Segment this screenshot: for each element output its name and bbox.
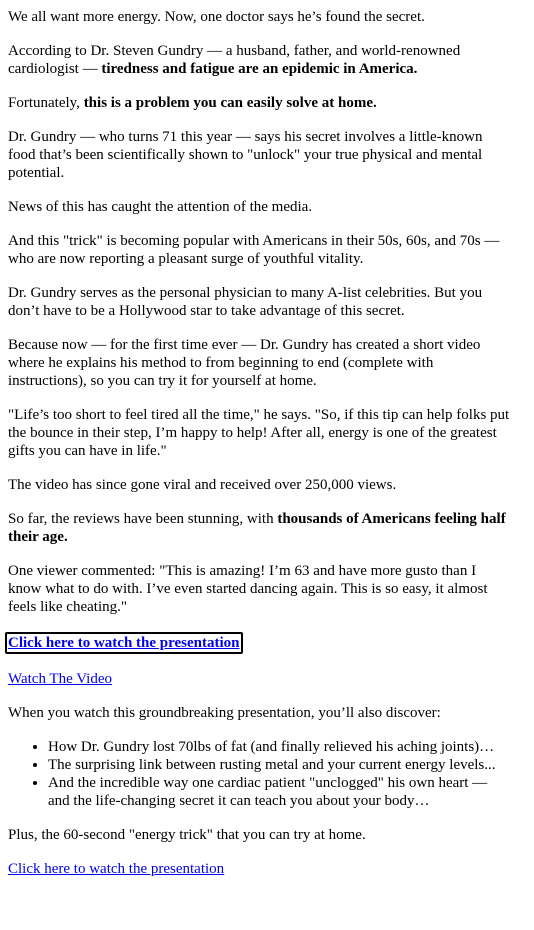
cta-link-2-wrapper	[8, 860, 510, 878]
viewer-comment-paragraph: One viewer commented: "This is amazing! I’m 63 and have more gusto than I know what to do with. I’ve even started dancing again. This is so easy, it almost feels like cheating."	[8, 563, 488, 615]
fatigue-epidemic-emphasis: tiredness and fatigue are an epidemic in America.	[101, 61, 418, 77]
trick-popularity-paragraph: And this "trick" is becoming popular with Americans in their 50s, 60s, and 70s — who are now reporting a pleasant surge of youthful vitality.	[8, 233, 500, 267]
gundry-intro-text: According to Dr. Steven Gundry — a husband, father, and world-renowned cardiologist —	[8, 43, 461, 77]
gundry-intro-paragraph	[8, 42, 510, 78]
secret-food-paragraph: Dr. Gundry — who turns 71 this year — says his secret involves a little-known food that’s been scientifically shown to "unlock" your true physical and mental potential.	[8, 129, 483, 181]
discover-intro-paragraph: When you watch this groundbreaking presentation, you’ll also discover:	[8, 705, 441, 721]
viral-views-paragraph: The video has since gone viral and received over 250,000 views.	[8, 477, 397, 493]
list-item: • The surprising link between rusting metal and your current energy levels...	[48, 756, 510, 774]
watch-presentation-link-secondary[interactable]: Click here to watch the presentation	[8, 861, 225, 877]
watch-video-link-wrapper	[8, 670, 510, 688]
energy-trick-paragraph: Plus, the 60-second "energy trick" that you can try at home.	[8, 827, 366, 843]
video-method-paragraph: Because now — for the first time ever — Dr. Gundry has created a short video where he explains his method to from beginning to end (complete with instructions), so you can try it for yourself at home.	[8, 337, 481, 389]
discover-list	[8, 738, 510, 810]
cta-link-1-wrapper	[8, 632, 510, 654]
solution-emphasis: this is a problem you can easily solve at home.	[83, 95, 377, 111]
solution-lead-text: Fortunately,	[8, 95, 84, 111]
reviews-paragraph	[8, 510, 510, 546]
solution-paragraph	[8, 94, 510, 112]
celebrity-physician-paragraph: Dr. Gundry serves as the personal physician to many A-list celebrities. But you don’t have to be a Hollywood star to take advantage of this secret.	[8, 285, 483, 319]
list-item: • And the incredible way one cardiac patient "unclogged" his own heart — and the life-changing secret it can teach you about your body…	[48, 774, 510, 810]
media-attention-paragraph: News of this has caught the attention of the media.	[8, 199, 313, 215]
intro-paragraph: We all want more energy. Now, one doctor says he’s found the secret.	[8, 9, 425, 25]
watch-presentation-link-primary[interactable]: Click here to watch the presentation	[5, 632, 243, 654]
watch-the-video-link[interactable]: Watch The Video	[8, 671, 112, 687]
list-item: • How Dr. Gundry lost 70lbs of fat (and finally relieved his aching joints)…	[48, 738, 510, 756]
quote-paragraph: "Life’s too short to feel tired all the time," he says. "So, if this tip can help folks put the bounce in their step, I’m happy to help! After all, energy is one of the greatest gifts you can have in life."	[8, 407, 510, 459]
half-their-age-emphasis: thousands of Americans feeling half their age.	[8, 511, 506, 545]
reviews-lead-text: So far, the reviews have been stunning, with	[8, 511, 278, 527]
